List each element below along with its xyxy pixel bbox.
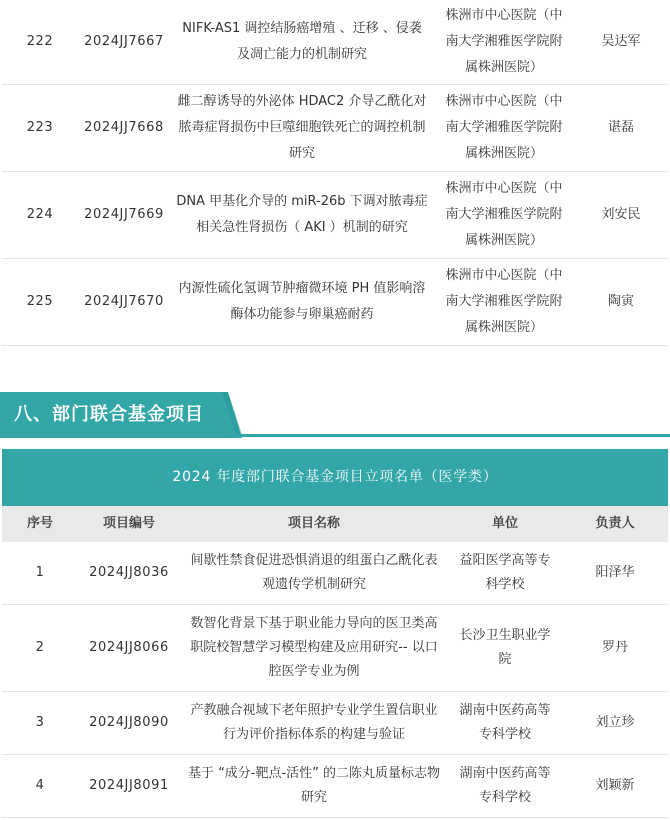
row-leader: 陶寅 (574, 259, 668, 346)
row-seq: 223 (2, 85, 78, 172)
header-name: 项目名称 (180, 506, 448, 542)
row-name: DNA 甲基化介导的 miR-26b 下调对脓毒症相关急性肾损伤（ AKI ）机制的研究 (170, 172, 434, 259)
row-unit: 益阳医学高等专科学校 (448, 542, 562, 605)
row-leader: 阳泽华 (562, 542, 668, 605)
table-row (2, 605, 668, 692)
row-seq: 1 (2, 542, 78, 605)
section-banner (0, 392, 670, 438)
bottom-table-container (2, 449, 668, 818)
row-seq: 224 (2, 172, 78, 259)
row-name: NIFK-AS1 调控结肠癌增殖 、迁移 、侵袭及凋亡能力的机制研究 (170, 0, 434, 85)
row-seq: 225 (2, 259, 78, 346)
table-row (2, 0, 668, 85)
row-code: 2024JJ8090 (78, 692, 180, 755)
row-leader: 罗丹 (562, 605, 668, 692)
row-name: 产教融合视域下老年照护专业学生置信职业行为评价指标体系的构建与验证 (180, 692, 448, 755)
table-row (2, 692, 668, 755)
row-code: 2024JJ7669 (78, 172, 170, 259)
row-seq: 222 (2, 0, 78, 85)
table-title: 2024 年度部门联合基金项目立项名单（医学类） (2, 449, 668, 506)
row-name: 雌二醇诱导的外泌体 HDAC2 介导乙酰化对脓毒症肾损伤中巨噬细胞铁死亡的调控机制研究 (170, 85, 434, 172)
table-row (2, 259, 668, 346)
table-header-row (2, 506, 668, 542)
header-unit: 单位 (448, 506, 562, 542)
row-name: 基于 “成分-靶点-活性” 的二陈丸质量标志物研究 (180, 755, 448, 818)
row-seq: 4 (2, 755, 78, 818)
header-seq: 序号 (2, 506, 78, 542)
joint-fund-table (2, 506, 668, 818)
row-code: 2024JJ7668 (78, 85, 170, 172)
row-unit: 湖南中医药高等专科学校 (448, 755, 562, 818)
header-code: 项目编号 (78, 506, 180, 542)
table-row (2, 172, 668, 259)
row-unit: 株洲市中心医院（中南大学湘雅医学院附属株洲医院） (434, 0, 574, 85)
row-unit: 株洲市中心医院（中南大学湘雅医学院附属株洲医院） (434, 172, 574, 259)
table-row (2, 85, 668, 172)
header-leader: 负责人 (562, 506, 668, 542)
section-title: 八、部门联合基金项目 (14, 404, 204, 425)
table-row (2, 542, 668, 605)
row-unit: 株洲市中心医院（中南大学湘雅医学院附属株洲医院） (434, 85, 574, 172)
top-table-container (2, 0, 668, 346)
row-unit: 湖南中医药高等专科学校 (448, 692, 562, 755)
row-leader: 刘安民 (574, 172, 668, 259)
top-project-table (2, 0, 668, 346)
row-code: 2024JJ7670 (78, 259, 170, 346)
row-code: 2024JJ7667 (78, 0, 170, 85)
row-code: 2024JJ8091 (78, 755, 180, 818)
row-leader: 刘立珍 (562, 692, 668, 755)
row-leader: 刘颖新 (562, 755, 668, 818)
row-code: 2024JJ8036 (78, 542, 180, 605)
row-name: 数智化背景下基于职业能力导向的医卫类高职院校智慧学习模型构建及应用研究-- 以口腔医学专业为例 (180, 605, 448, 692)
row-code: 2024JJ8066 (78, 605, 180, 692)
row-name: 间歇性禁食促进恐惧消退的组蛋白乙酰化表观遗传学机制研究 (180, 542, 448, 605)
row-leader: 谌磊 (574, 85, 668, 172)
row-seq: 3 (2, 692, 78, 755)
row-seq: 2 (2, 605, 78, 692)
row-unit: 长沙卫生职业学院 (448, 605, 562, 692)
table-row (2, 755, 668, 818)
row-leader: 吴达军 (574, 0, 668, 85)
row-name: 内源性硫化氢调节肿瘤微环境 PH 值影响溶酶体功能参与卵巢癌耐药 (170, 259, 434, 346)
row-unit: 株洲市中心医院（中南大学湘雅医学院附属株洲医院） (434, 259, 574, 346)
